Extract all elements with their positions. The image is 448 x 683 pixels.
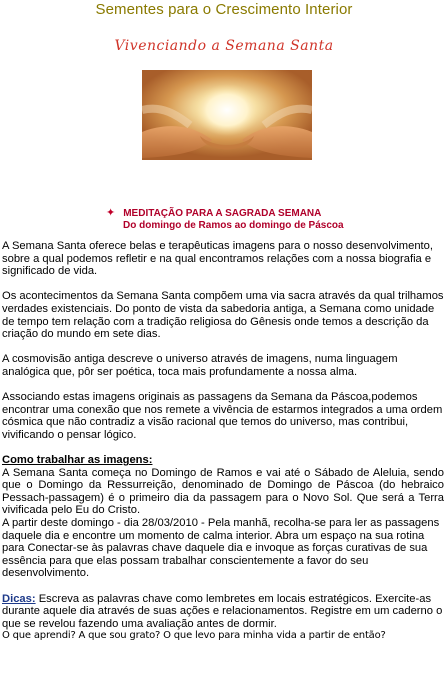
tips-section [2, 593, 444, 631]
paragraph-events: Os acontecimentos da Semana Santa compõem uma via sacra através da qual trilhamos verdades existenciais. Do ponto de vista da sabedoria antiga, a Semana como unidade de tempo tem relação com a tradição religiosa do Gênesis onde temos a descrição da criação do mundo em sete dias. [2, 290, 444, 341]
paragraph-cosmovision: A cosmovisão antiga descreve o universo através de imagens, numa linguagem analógica que, pôr ser poética, toca mais profundamente a nossa alma. [2, 353, 398, 378]
tips-text: Escreva as palavras chave como lembretes em locais estratégicos. Exercite-as durante aquele dia através de suas ações e relacionamentos. Registre em um caderno o que se revelou fazendo uma avaliação antes de dormir. [2, 592, 443, 630]
page-title: Sementes para o Crescimento Interior [95, 1, 353, 18]
paragraph-intro: A Semana Santa oferece belas e terapêuticas imagens para o nosso desenvolvimento, sobre a qual podemos refletir e na qual encontramos relações com a nossa biografia e significado de vida. [2, 240, 433, 278]
meditation-title: MEDITAÇÃO PARA A SAGRADA SEMANA [123, 208, 322, 219]
how-to-paragraph-1: A Semana Santa começa no Domingo de Ramos e vai até o Sábado de Aleluia, sendo que o Domingo da Ressurreição, denominado de Domingo de Páscoa (do hebraico Pessach-passagem) é o primeiro dia da passagem para o Novo Sol. Que será a Terra vivificada pelo Eu do Cristo. [2, 466, 444, 517]
tips-questions: O que aprendi? A que sou grato? O que levo para minha vida a partir de então? [2, 630, 386, 642]
how-to-paragraph-2: A partir deste domingo - dia 28/03/2010 - Pela manhã, recolha-se para ler as passagens daquele dia e encontre um momento de calma interior. Abra um espaço na sua rotina para Conectar-se às palavras chave daquele dia e invoque as forças curativas de sua essência para que elas possam trabalhar conscientemente a favor do seu desenvolvimento. [2, 517, 440, 580]
meditation-heading [106, 207, 436, 232]
article-body [2, 240, 444, 643]
star-bullet-icon: ✦ [106, 207, 116, 219]
meditation-subtitle: Do domingo de Ramos ao domingo de Páscoa [123, 220, 344, 231]
paragraph-association: Associando estas imagens originais as passagens da Semana da Páscoa,podemos encontrar uma conexão que nos remete a vivência de estarmos integrados a uma ordem cósmica que não contradiz a visão racional que temos do universo, mas contribui, vivificando o pensar lógico. [2, 391, 443, 441]
tips-label: Dicas: [2, 592, 36, 605]
how-to-heading: Como trabalhar as imagens: [2, 454, 153, 467]
how-to-section [2, 454, 444, 467]
page-subtitle: Vivenciando a Semana Santa [114, 38, 334, 54]
hands-holding-light-icon [142, 70, 312, 160]
